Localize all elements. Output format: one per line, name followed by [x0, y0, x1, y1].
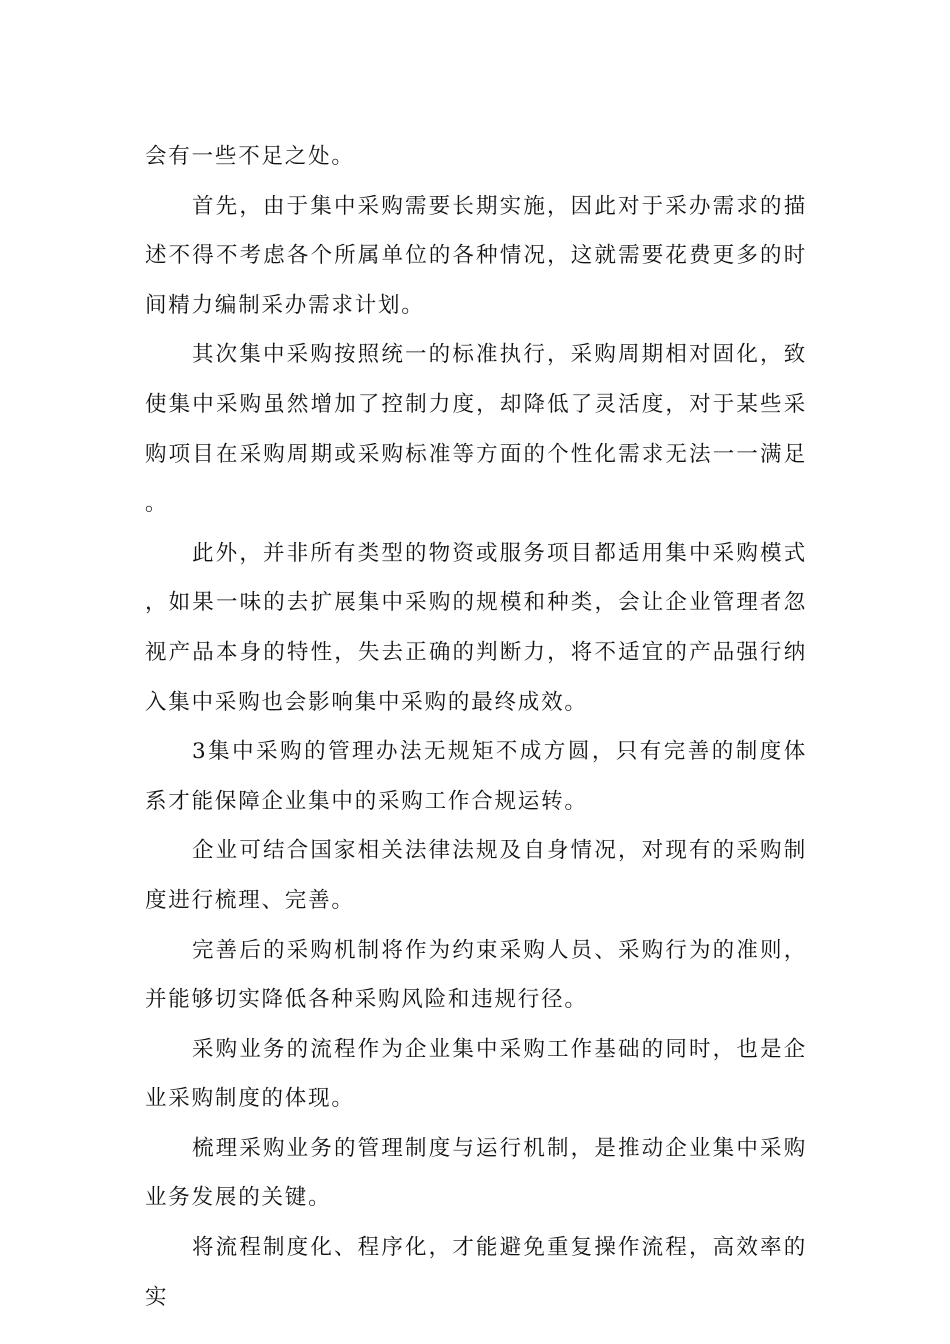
paragraph-9: 梳理采购业务的管理制度与运行机制，是推动企业集中采购业务发展的关键。 — [145, 1135, 807, 1211]
paragraph-1: 会有一些不足之处。 — [145, 144, 355, 169]
paragraph-10: 将流程制度化、程序化，才能避免重复操作流程，高效率的实 — [145, 1235, 807, 1310]
paragraph-5: 3集中采购的管理办法无规矩不成方圆，只有完善的制度体系才能保障企业集中的采购工作合规运转。 — [145, 739, 807, 814]
paragraph-3: 其次集中采购按照统一的标准执行，采购周期相对固化，致使集中采购虽然增加了控制力度，却降低了灵活度，对于某些采购项目在采购周期或采购标准等方面的个性化需求无法一一满足。 — [145, 342, 807, 517]
paragraph-6: 企业可结合国家相关法律法规及自身情况，对现有的采购制度进行梳理、完善。 — [145, 838, 807, 913]
paragraph-4: 此外，并非所有类型的物资或服务项目都适用集中采购模式，如果一味的去扩展集中采购的规模和种类，会让企业管理者忽视产品本身的特性，失去正确的判断力，将不适宜的产品强行纳入集中采购也会影响集中采购的最终成效。 — [145, 540, 807, 715]
paragraph-8: 采购业务的流程作为企业集中采购工作基础的同时，也是企业采购制度的体现。 — [145, 1036, 807, 1112]
paragraph-7: 完善后的采购机制将作为约束采购人员、采购行为的准则，并能够切实降低各种采购风险和违规行径。 — [145, 937, 807, 1013]
document-body — [145, 132, 807, 1322]
paragraph-2: 首先，由于集中采购需要长期实施，因此对于采办需求的描述不得不考虑各个所属单位的各种情况，这就需要花费更多的时间精力编制采办需求计划。 — [145, 193, 807, 318]
